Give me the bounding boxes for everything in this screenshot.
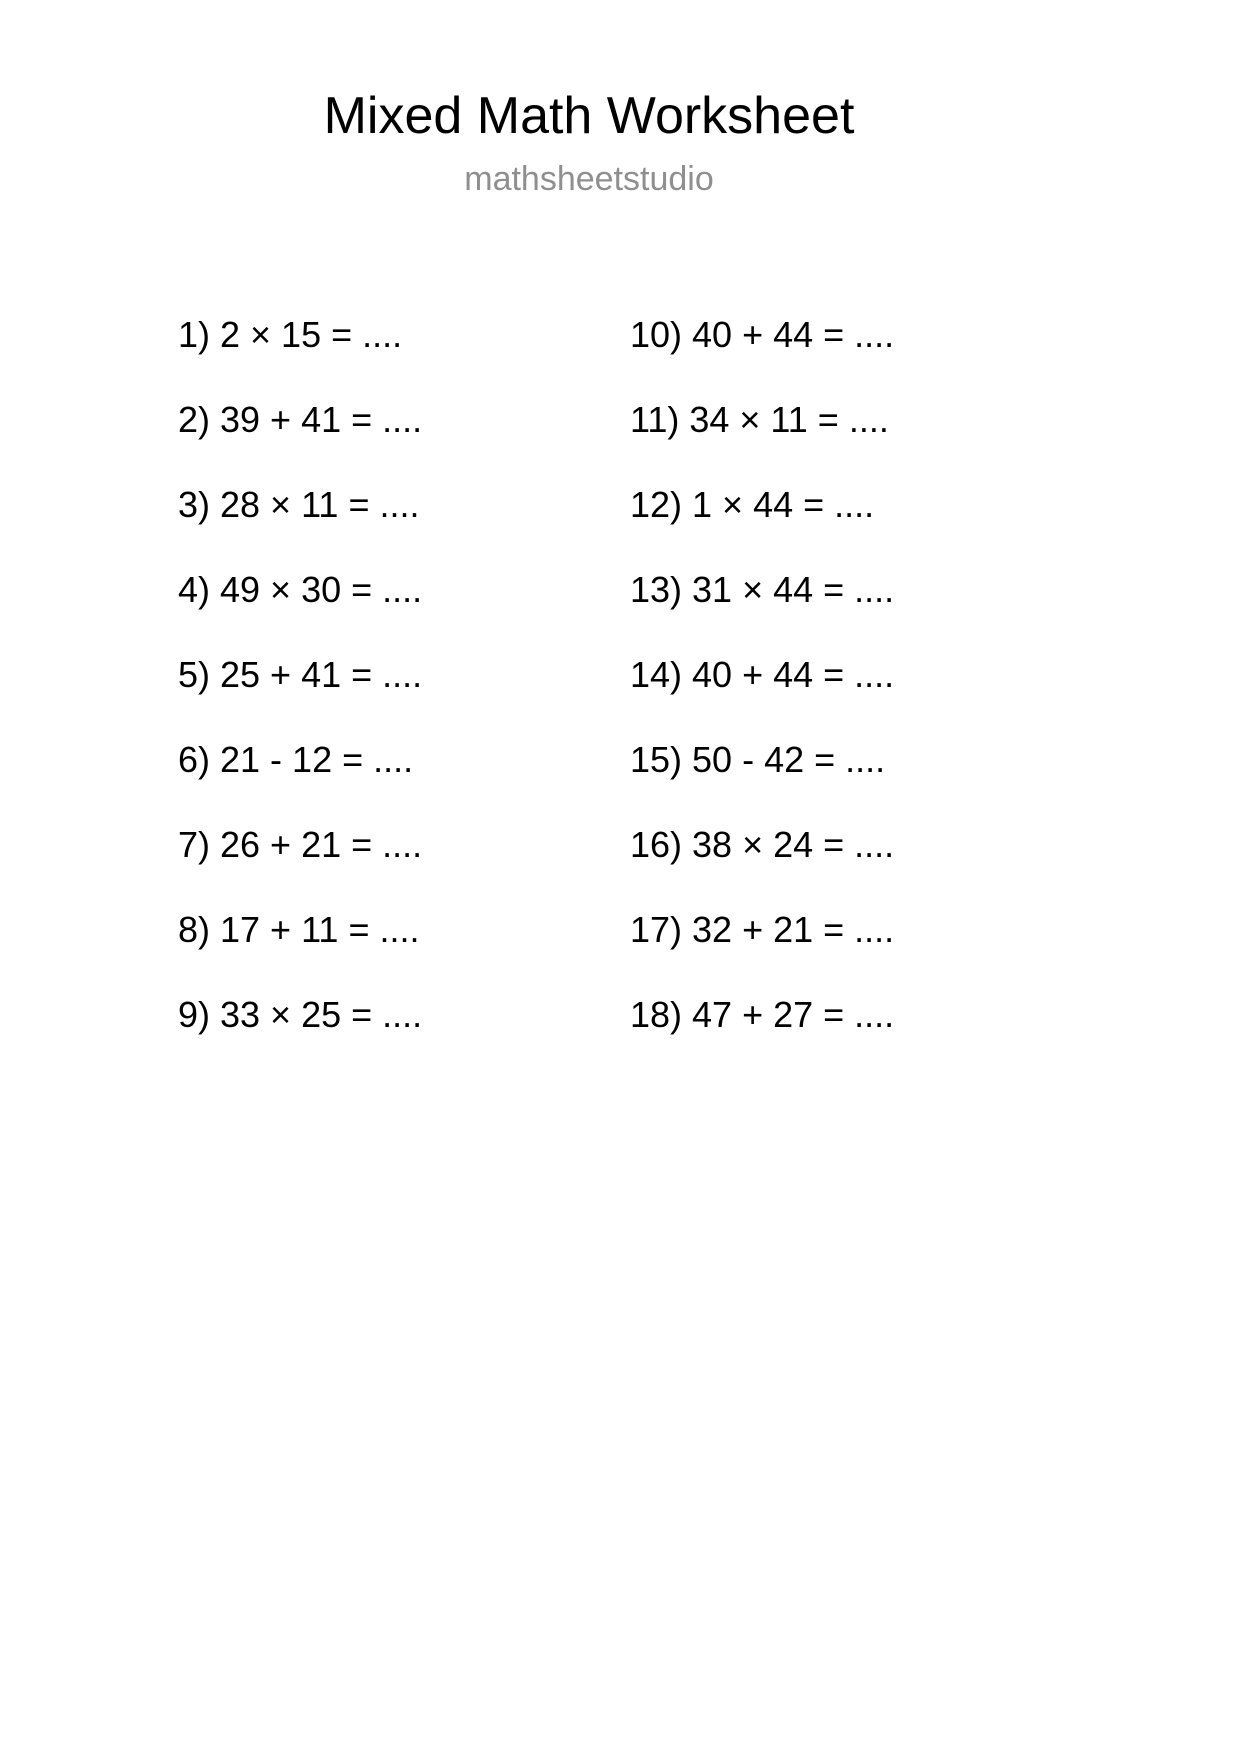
problem-6: 6) 21 - 12 = .... (178, 738, 414, 780)
problem-8: 8) 17 + 11 = .... (178, 908, 420, 950)
problems-left-column (178, 313, 630, 1082)
problem-13: 13) 31 × 44 = .... (630, 568, 895, 610)
problem-3: 3) 28 × 11 = .... (178, 483, 420, 525)
problem-4: 4) 49 × 30 = .... (178, 568, 423, 610)
problem-15: 15) 50 - 42 = .... (630, 738, 886, 780)
problems-right-column (630, 313, 1082, 1082)
problems-area (0, 313, 1240, 1082)
worksheet-header (0, 0, 1240, 199)
problem-18: 18) 47 + 27 = .... (630, 993, 895, 1035)
problem-1: 1) 2 × 15 = .... (178, 313, 403, 355)
problem-5: 5) 25 + 41 = .... (178, 653, 423, 695)
problem-14: 14) 40 + 44 = .... (630, 653, 895, 695)
worksheet-title: Mixed Math Worksheet (323, 87, 855, 145)
worksheet-subtitle: mathsheetstudio (464, 160, 714, 199)
problem-16: 16) 38 × 24 = .... (630, 823, 895, 865)
problem-7: 7) 26 + 21 = .... (178, 823, 423, 865)
problem-10: 10) 40 + 44 = .... (630, 313, 895, 355)
problem-12: 12) 1 × 44 = .... (630, 483, 875, 525)
problem-11: 11) 34 × 11 = .... (630, 398, 889, 440)
problem-17: 17) 32 + 21 = .... (630, 908, 895, 950)
problem-2: 2) 39 + 41 = .... (178, 398, 423, 440)
problem-9: 9) 33 × 25 = .... (178, 993, 423, 1035)
